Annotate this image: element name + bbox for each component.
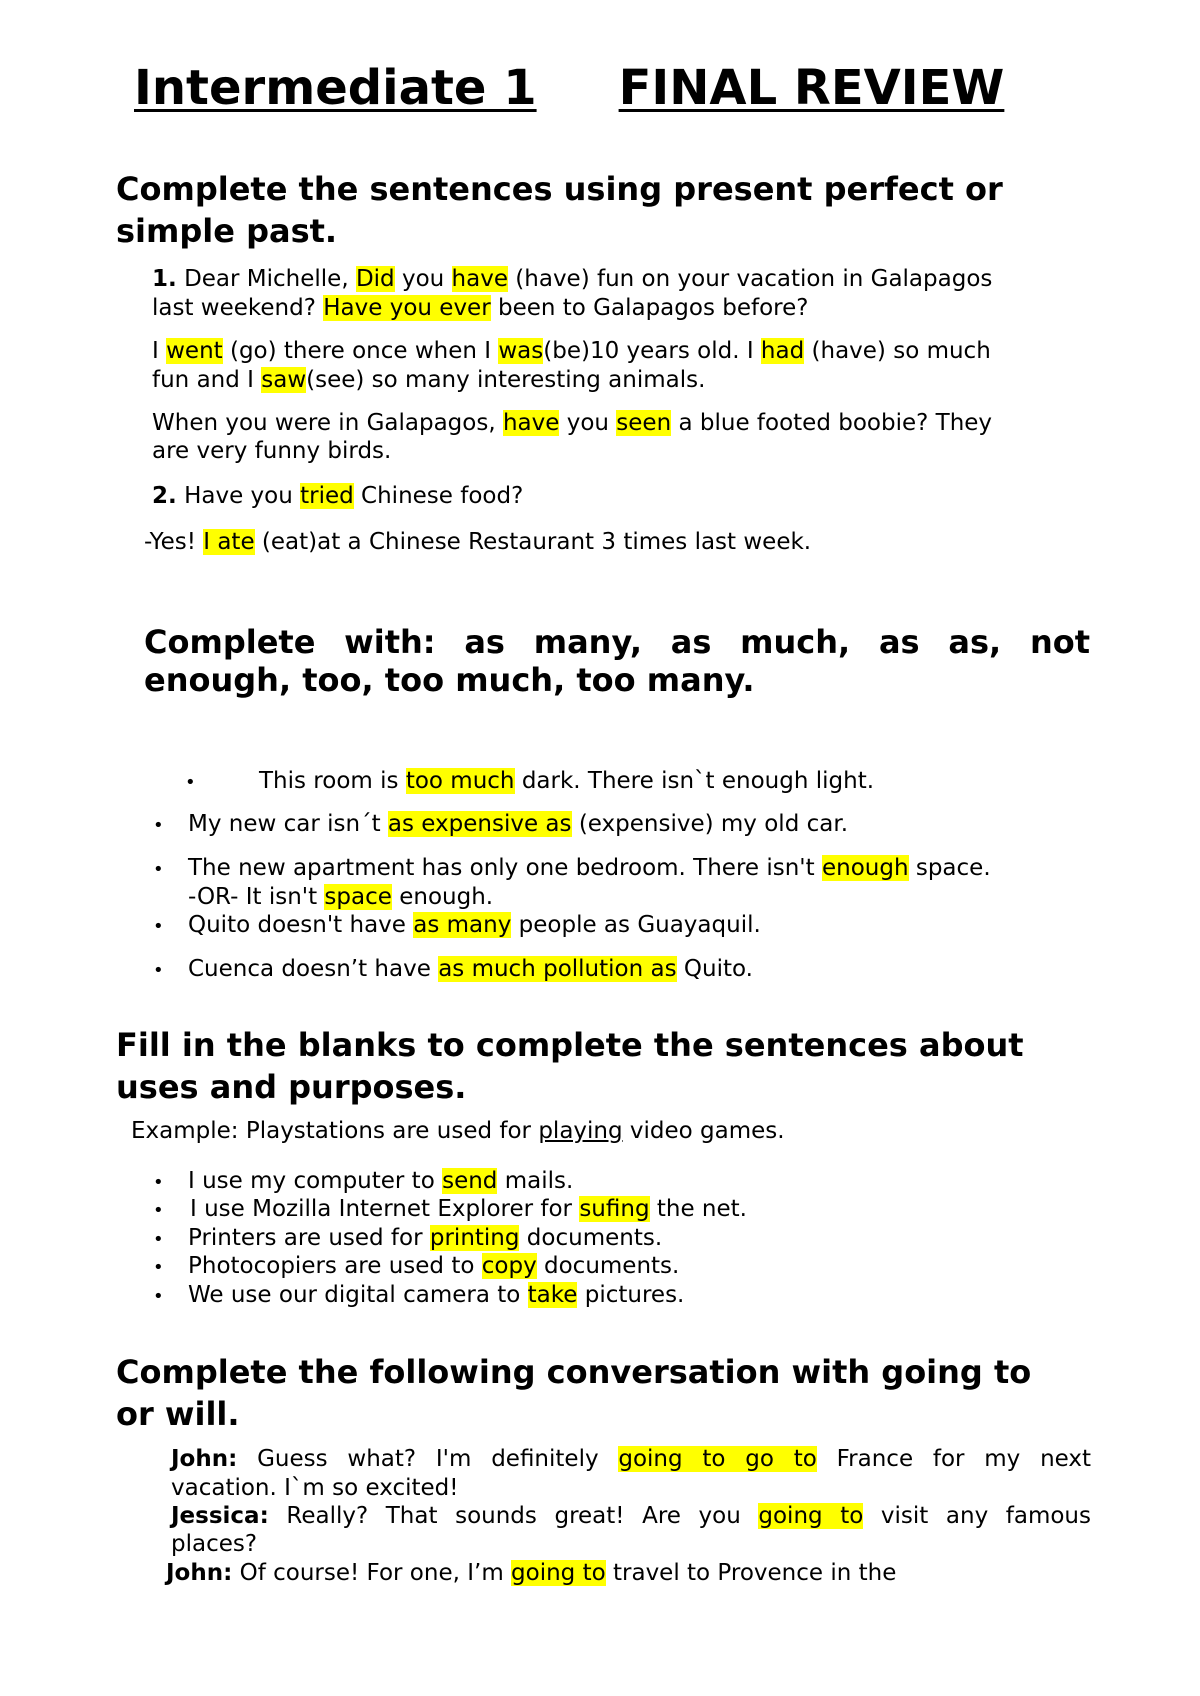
q2-answer-line: -Yes! I ate (eat)at a Chinese Restaurant 3 times last week. xyxy=(144,529,812,555)
answer: too much xyxy=(405,768,515,794)
list-item: Cuenca doesn’t have as much pollution as Quito. xyxy=(188,956,753,982)
q1-line1: 1. Dear Michelle, Did you have (have) fun on your vacation in Galapagos xyxy=(152,266,993,292)
q1-para2-line1: I went (go) there once when I was(be)10 years old. I had (have) so much xyxy=(152,338,991,364)
answer: had xyxy=(760,338,805,364)
answer: tried xyxy=(300,483,354,509)
q2-number: 2. xyxy=(152,483,177,509)
answer: as much pollution as xyxy=(438,956,677,982)
title-final-review: FINAL REVIEW xyxy=(618,60,1005,116)
example-line: Example: Playstations are used for playing video games. xyxy=(131,1118,785,1144)
list-item: Printers are used for printing documents. xyxy=(188,1225,663,1251)
answer: send xyxy=(442,1168,498,1194)
answer: Have you ever xyxy=(323,295,491,321)
answer: have xyxy=(502,410,560,436)
q1-line2: last weekend? Have you ever been to Galapagos before? xyxy=(152,295,809,321)
answer: seen xyxy=(616,410,672,436)
answer: Did xyxy=(355,266,395,292)
bullet-icon: • xyxy=(153,1229,164,1250)
bullet-icon: • xyxy=(153,960,164,981)
bullet-icon: • xyxy=(153,859,164,880)
bullet-icon: • xyxy=(185,772,196,793)
section4-heading: Complete the following conversation with going to or will. xyxy=(116,1353,1032,1433)
answer: copy xyxy=(481,1253,537,1279)
answer: have xyxy=(451,266,508,292)
answer: going to xyxy=(758,1503,864,1529)
conversation-line2-cont: places? xyxy=(171,1531,258,1557)
answer: I ate xyxy=(203,529,255,555)
list-item: My new car isn´t as expensive as (expensive) my old car. xyxy=(188,811,848,837)
answer: as expensive as xyxy=(387,811,572,837)
title-level: Intermediate 1 xyxy=(134,60,537,116)
conversation-line1-cont: vacation. I`m so excited! xyxy=(171,1475,459,1501)
bullet-icon: • xyxy=(153,1257,164,1278)
conversation-line3: John: Of course! For one, I’m going to travel to Provence in the xyxy=(166,1560,897,1586)
section3-heading: Fill in the blanks to complete the sentences about uses and purposes. xyxy=(116,1026,1024,1106)
example-answer: playing xyxy=(538,1118,623,1144)
answer: saw xyxy=(261,367,307,393)
speaker-label: John: xyxy=(171,1446,238,1472)
list-item: The new apartment has only one bedroom. There isn't enough space. xyxy=(188,855,991,881)
bullet-icon: • xyxy=(153,815,164,836)
answer: enough xyxy=(821,855,909,881)
list-item: Photocopiers are used to copy documents. xyxy=(188,1253,680,1279)
answer: sufing xyxy=(579,1196,650,1222)
speaker-label: John: xyxy=(166,1560,233,1586)
list-item: This room is too much dark. There isn`t enough light. xyxy=(259,768,875,794)
answer: printing xyxy=(429,1225,520,1251)
list-item: I use Mozilla Internet Explorer for sufing the net. xyxy=(190,1196,747,1222)
page-title xyxy=(134,60,1094,116)
list-item: We use our digital camera to take pictures. xyxy=(188,1282,685,1308)
bullet-icon: • xyxy=(153,1286,164,1307)
conversation-line2: Jessica: Really? That sounds great! Are you going to visit any famous xyxy=(171,1503,1091,1529)
list-item-alt: -OR- It isn't space enough. xyxy=(188,884,494,910)
answer: take xyxy=(527,1282,578,1308)
bullet-icon: • xyxy=(153,1200,164,1221)
answer: going to go to xyxy=(618,1446,817,1472)
answer: as many xyxy=(413,912,512,938)
q2-line: 2. Have you tried Chinese food? xyxy=(152,483,524,509)
section2-heading-line1: Complete with: as many, as much, as as, not xyxy=(144,623,1090,661)
q1-para3-line2: are very funny birds. xyxy=(152,438,392,464)
section1-heading: Complete the sentences using present perfect or simple past. xyxy=(116,170,1003,250)
list-item: I use my computer to send mails. xyxy=(188,1168,574,1194)
conversation-line1: John: Guess what? I'm definitely going to go to France for my next xyxy=(171,1446,1092,1472)
answer: was xyxy=(498,338,544,364)
answer: went xyxy=(166,338,223,364)
speaker-label: Jessica: xyxy=(171,1503,269,1529)
bullet-icon: • xyxy=(153,1172,164,1193)
bullet-icon: • xyxy=(153,916,164,937)
section2-heading-line2: enough, too, too much, too many. xyxy=(144,661,755,699)
answer: space xyxy=(324,884,392,910)
q1-number: 1. xyxy=(152,266,177,292)
answer: going to xyxy=(511,1560,606,1586)
list-item: Quito doesn't have as many people as Guayaquil. xyxy=(188,912,761,938)
q1-para2-line2: fun and I saw(see) so many interesting animals. xyxy=(152,367,706,393)
q1-para3-line1: When you were in Galapagos, have you seen a blue footed boobie? They xyxy=(152,410,993,436)
